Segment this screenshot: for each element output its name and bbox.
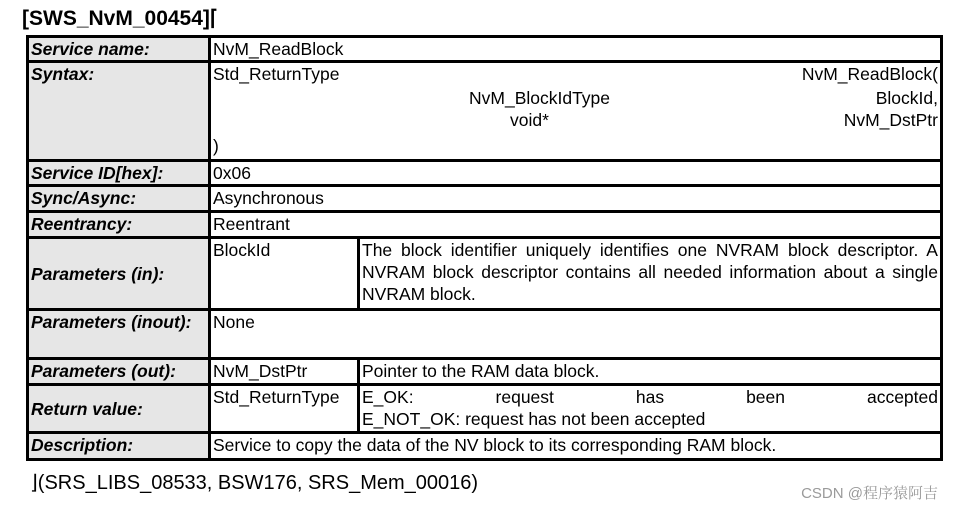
syntax-return-type: Std_ReturnType: [213, 64, 340, 84]
value-service-id: 0x06: [210, 161, 942, 186]
value-sync: Asynchronous: [210, 186, 942, 212]
syntax-param1-name: BlockId,: [875, 88, 938, 108]
watermark: CSDN @程序猿阿吉: [801, 485, 938, 502]
row-description: [28, 433, 942, 460]
label-service-id: Service ID[hex]:: [28, 161, 210, 186]
row-syntax: [28, 62, 942, 161]
api-spec-table: [26, 35, 943, 461]
syntax-close: ): [213, 136, 219, 156]
row-sync: [28, 186, 942, 212]
param-out-name: NvM_DstPtr: [210, 359, 359, 385]
row-reentrancy: [28, 212, 942, 238]
return-type: Std_ReturnType: [210, 385, 359, 433]
syntax-param1-type: NvM_BlockIdType: [469, 88, 611, 108]
label-params-in: Parameters (in):: [28, 238, 210, 310]
value-reentrancy: Reentrant: [210, 212, 942, 238]
row-service-name: [28, 37, 942, 62]
param-in-name: BlockId: [210, 238, 359, 310]
value-params-inout: None: [210, 310, 942, 359]
param-out-desc: Pointer to the RAM data block.: [359, 359, 942, 385]
value-syntax: [210, 62, 942, 161]
label-params-inout: Parameters (inout):: [28, 310, 210, 359]
row-params-inout: [28, 310, 942, 359]
label-reentrancy: Reentrancy:: [28, 212, 210, 238]
label-sync: Sync/Async:: [28, 186, 210, 212]
label-return-value: Return value:: [28, 385, 210, 433]
row-return-value: [28, 385, 942, 433]
row-params-in: [28, 238, 942, 310]
label-syntax: Syntax:: [28, 62, 210, 161]
label-service-name: Service name:: [28, 37, 210, 62]
value-service-name: NvM_ReadBlock: [210, 37, 942, 62]
label-params-out: Parameters (out):: [28, 359, 210, 385]
requirement-id: [SWS_NvM_00454]⌈: [22, 7, 219, 30]
row-service-id: [28, 161, 942, 186]
return-codes: [359, 385, 942, 433]
syntax-function: NvM_ReadBlock(: [801, 64, 938, 84]
row-params-out: [28, 359, 942, 385]
param-in-desc: The block identifier uniquely identifies one NVRAM block descriptor. A NVRAM block descriptor contains all needed information about a single NVRAM block.: [359, 238, 942, 310]
return-not-ok: E_NOT_OK: request has not been accepted: [362, 409, 706, 429]
label-description: Description:: [28, 433, 210, 460]
requirement-trace: ⌋(SRS_LIBS_08533, BSW176, SRS_Mem_00016): [30, 472, 479, 494]
return-ok: E_OK: request has been accepted: [362, 387, 938, 407]
value-description: Service to copy the data of the NV block to its corresponding RAM block.: [210, 433, 942, 460]
syntax-param2-type: void*: [510, 110, 549, 130]
syntax-param2-name: NvM_DstPtr: [843, 110, 938, 130]
